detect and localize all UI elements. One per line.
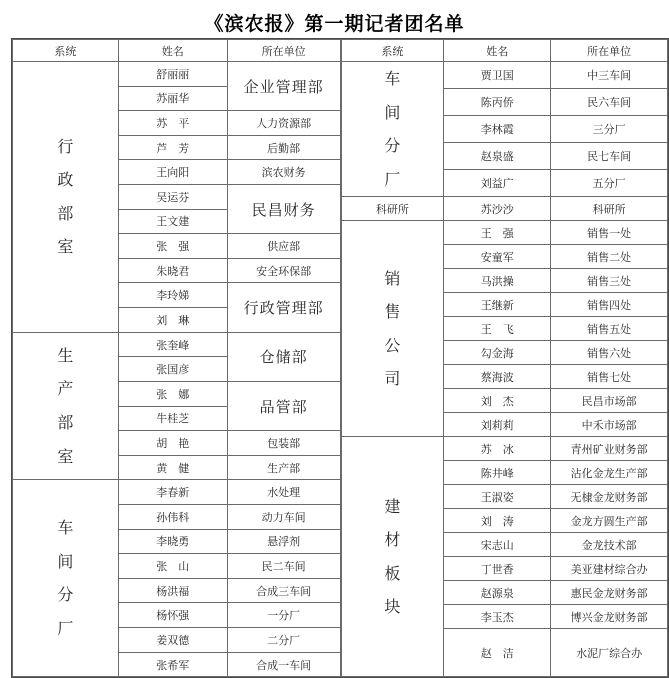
name-cell: 刘莉莉 bbox=[444, 413, 551, 437]
system-group-label: 车间分厂 bbox=[384, 69, 401, 189]
system-group-label: 销售公司 bbox=[384, 268, 401, 389]
column-header: 系统 bbox=[341, 40, 444, 62]
name-cell: 刘益广 bbox=[444, 170, 551, 197]
column-header: 姓名 bbox=[444, 40, 551, 62]
name-cell: 姜双德 bbox=[118, 628, 227, 653]
system-group-cell: 科研所 bbox=[341, 197, 444, 221]
unit-cell: 滨农财务 bbox=[227, 160, 340, 185]
unit-cell: 科研所 bbox=[551, 197, 668, 221]
column-header: 所在单位 bbox=[551, 40, 668, 62]
unit-cell: 民昌市场部 bbox=[551, 389, 668, 413]
name-cell: 芦 芳 bbox=[118, 135, 227, 160]
unit-cell: 人力资源部 bbox=[227, 111, 340, 136]
unit-cell: 品管部 bbox=[227, 381, 340, 430]
column-header: 所在单位 bbox=[227, 40, 340, 62]
unit-cell: 青州矿业财务部 bbox=[551, 437, 668, 461]
roster-table-left bbox=[12, 39, 341, 677]
name-cell: 宋志山 bbox=[444, 533, 551, 557]
unit-cell: 中三车间 bbox=[551, 62, 668, 89]
name-cell: 苏 平 bbox=[118, 111, 227, 136]
name-cell: 王向阳 bbox=[118, 160, 227, 185]
unit-cell: 无棣金龙财务部 bbox=[551, 485, 668, 509]
name-cell: 王 飞 bbox=[444, 317, 551, 341]
unit-cell: 美亚建材综合办 bbox=[551, 557, 668, 581]
roster-table-right bbox=[341, 39, 669, 677]
roster-tables-container bbox=[11, 38, 669, 678]
name-cell: 蔡海波 bbox=[444, 365, 551, 389]
unit-cell: 水泥厂综合办 bbox=[551, 629, 668, 677]
unit-cell: 三分厂 bbox=[551, 116, 668, 143]
name-cell: 黄 健 bbox=[118, 455, 227, 480]
name-cell: 张 强 bbox=[118, 234, 227, 259]
unit-cell: 悬浮剂 bbox=[227, 529, 340, 554]
system-group-label: 生产部室 bbox=[57, 345, 74, 466]
name-cell: 刘 涛 bbox=[444, 509, 551, 533]
name-cell: 胡 艳 bbox=[118, 431, 227, 456]
unit-cell: 生产部 bbox=[227, 455, 340, 480]
name-cell: 舒丽丽 bbox=[118, 62, 227, 87]
name-cell: 张国彦 bbox=[118, 357, 227, 382]
page-title: 《滨农报》第一期记者团名单 bbox=[204, 13, 465, 35]
unit-cell: 销售二处 bbox=[551, 245, 668, 269]
name-cell: 王 强 bbox=[444, 221, 551, 245]
name-cell: 张 山 bbox=[118, 554, 227, 579]
unit-cell: 销售四处 bbox=[551, 293, 668, 317]
unit-cell: 合成三车间 bbox=[227, 578, 340, 603]
column-header: 姓名 bbox=[118, 40, 227, 62]
unit-cell: 供应部 bbox=[227, 234, 340, 259]
unit-cell: 一分厂 bbox=[227, 603, 340, 628]
unit-cell: 民六车间 bbox=[551, 89, 668, 116]
unit-cell: 民昌财务 bbox=[227, 185, 340, 234]
name-cell: 杨怀强 bbox=[118, 603, 227, 628]
name-cell: 孙伟科 bbox=[118, 504, 227, 529]
name-cell: 王文建 bbox=[118, 209, 227, 234]
name-cell: 赵源泉 bbox=[444, 581, 551, 605]
name-cell: 赵泉盛 bbox=[444, 143, 551, 170]
unit-cell: 动力车间 bbox=[227, 504, 340, 529]
unit-cell: 企业管理部 bbox=[227, 62, 340, 111]
unit-cell: 金龙方圆生产部 bbox=[551, 509, 668, 533]
name-cell: 吴运芬 bbox=[118, 185, 227, 210]
unit-cell: 销售五处 bbox=[551, 317, 668, 341]
unit-cell: 二分厂 bbox=[227, 628, 340, 653]
name-cell: 张希军 bbox=[118, 652, 227, 677]
unit-cell: 销售三处 bbox=[551, 269, 668, 293]
name-cell: 苏丽华 bbox=[118, 86, 227, 111]
name-cell: 王继新 bbox=[444, 293, 551, 317]
system-group-cell bbox=[341, 221, 444, 437]
column-header: 系统 bbox=[13, 40, 119, 62]
name-cell: 李春新 bbox=[118, 480, 227, 505]
system-group-cell bbox=[13, 480, 119, 677]
name-cell: 苏 冰 bbox=[444, 437, 551, 461]
name-cell: 李林霞 bbox=[444, 116, 551, 143]
name-cell: 李晓勇 bbox=[118, 529, 227, 554]
name-cell: 丁世香 bbox=[444, 557, 551, 581]
unit-cell: 销售六处 bbox=[551, 341, 668, 365]
name-cell: 赵 洁 bbox=[444, 629, 551, 677]
unit-cell: 博兴金龙财务部 bbox=[551, 605, 668, 629]
system-group-cell bbox=[13, 332, 119, 480]
name-cell: 李玉杰 bbox=[444, 605, 551, 629]
unit-cell: 合成一车间 bbox=[227, 652, 340, 677]
unit-cell: 惠民金龙财务部 bbox=[551, 581, 668, 605]
unit-cell: 民二车间 bbox=[227, 554, 340, 579]
unit-cell: 水处理 bbox=[227, 480, 340, 505]
unit-cell: 销售一处 bbox=[551, 221, 668, 245]
unit-cell: 安全环保部 bbox=[227, 258, 340, 283]
name-cell: 杨洪福 bbox=[118, 578, 227, 603]
system-group-cell bbox=[341, 437, 444, 677]
name-cell: 马洪操 bbox=[444, 269, 551, 293]
name-cell: 张奎峰 bbox=[118, 332, 227, 357]
system-group-cell bbox=[341, 62, 444, 197]
unit-cell: 金龙技术部 bbox=[551, 533, 668, 557]
system-group-label: 行政部室 bbox=[57, 136, 74, 257]
name-cell: 朱晓君 bbox=[118, 258, 227, 283]
name-cell: 陈井峰 bbox=[444, 461, 551, 485]
unit-cell: 沾化金龙生产部 bbox=[551, 461, 668, 485]
name-cell: 苏沙沙 bbox=[444, 197, 551, 221]
unit-cell: 仓储部 bbox=[227, 332, 340, 381]
name-cell: 张 娜 bbox=[118, 381, 227, 406]
unit-cell: 后勤部 bbox=[227, 135, 340, 160]
name-cell: 勾金海 bbox=[444, 341, 551, 365]
name-cell: 贾卫国 bbox=[444, 62, 551, 89]
name-cell: 李玲娣 bbox=[118, 283, 227, 308]
unit-cell: 民七车间 bbox=[551, 143, 668, 170]
unit-cell: 行政管理部 bbox=[227, 283, 340, 332]
system-group-label: 车间分厂 bbox=[57, 518, 74, 638]
name-cell: 安童军 bbox=[444, 245, 551, 269]
unit-cell: 销售七处 bbox=[551, 365, 668, 389]
name-cell: 刘 杰 bbox=[444, 389, 551, 413]
unit-cell: 五分厂 bbox=[551, 170, 668, 197]
name-cell: 刘 琳 bbox=[118, 308, 227, 333]
unit-cell: 中禾市场部 bbox=[551, 413, 668, 437]
system-group-cell bbox=[13, 62, 119, 333]
name-cell: 牛桂芝 bbox=[118, 406, 227, 431]
unit-cell: 包装部 bbox=[227, 431, 340, 456]
system-group-label: 建材板块 bbox=[384, 496, 401, 617]
name-cell: 王淑姿 bbox=[444, 485, 551, 509]
name-cell: 陈丙侨 bbox=[444, 89, 551, 116]
